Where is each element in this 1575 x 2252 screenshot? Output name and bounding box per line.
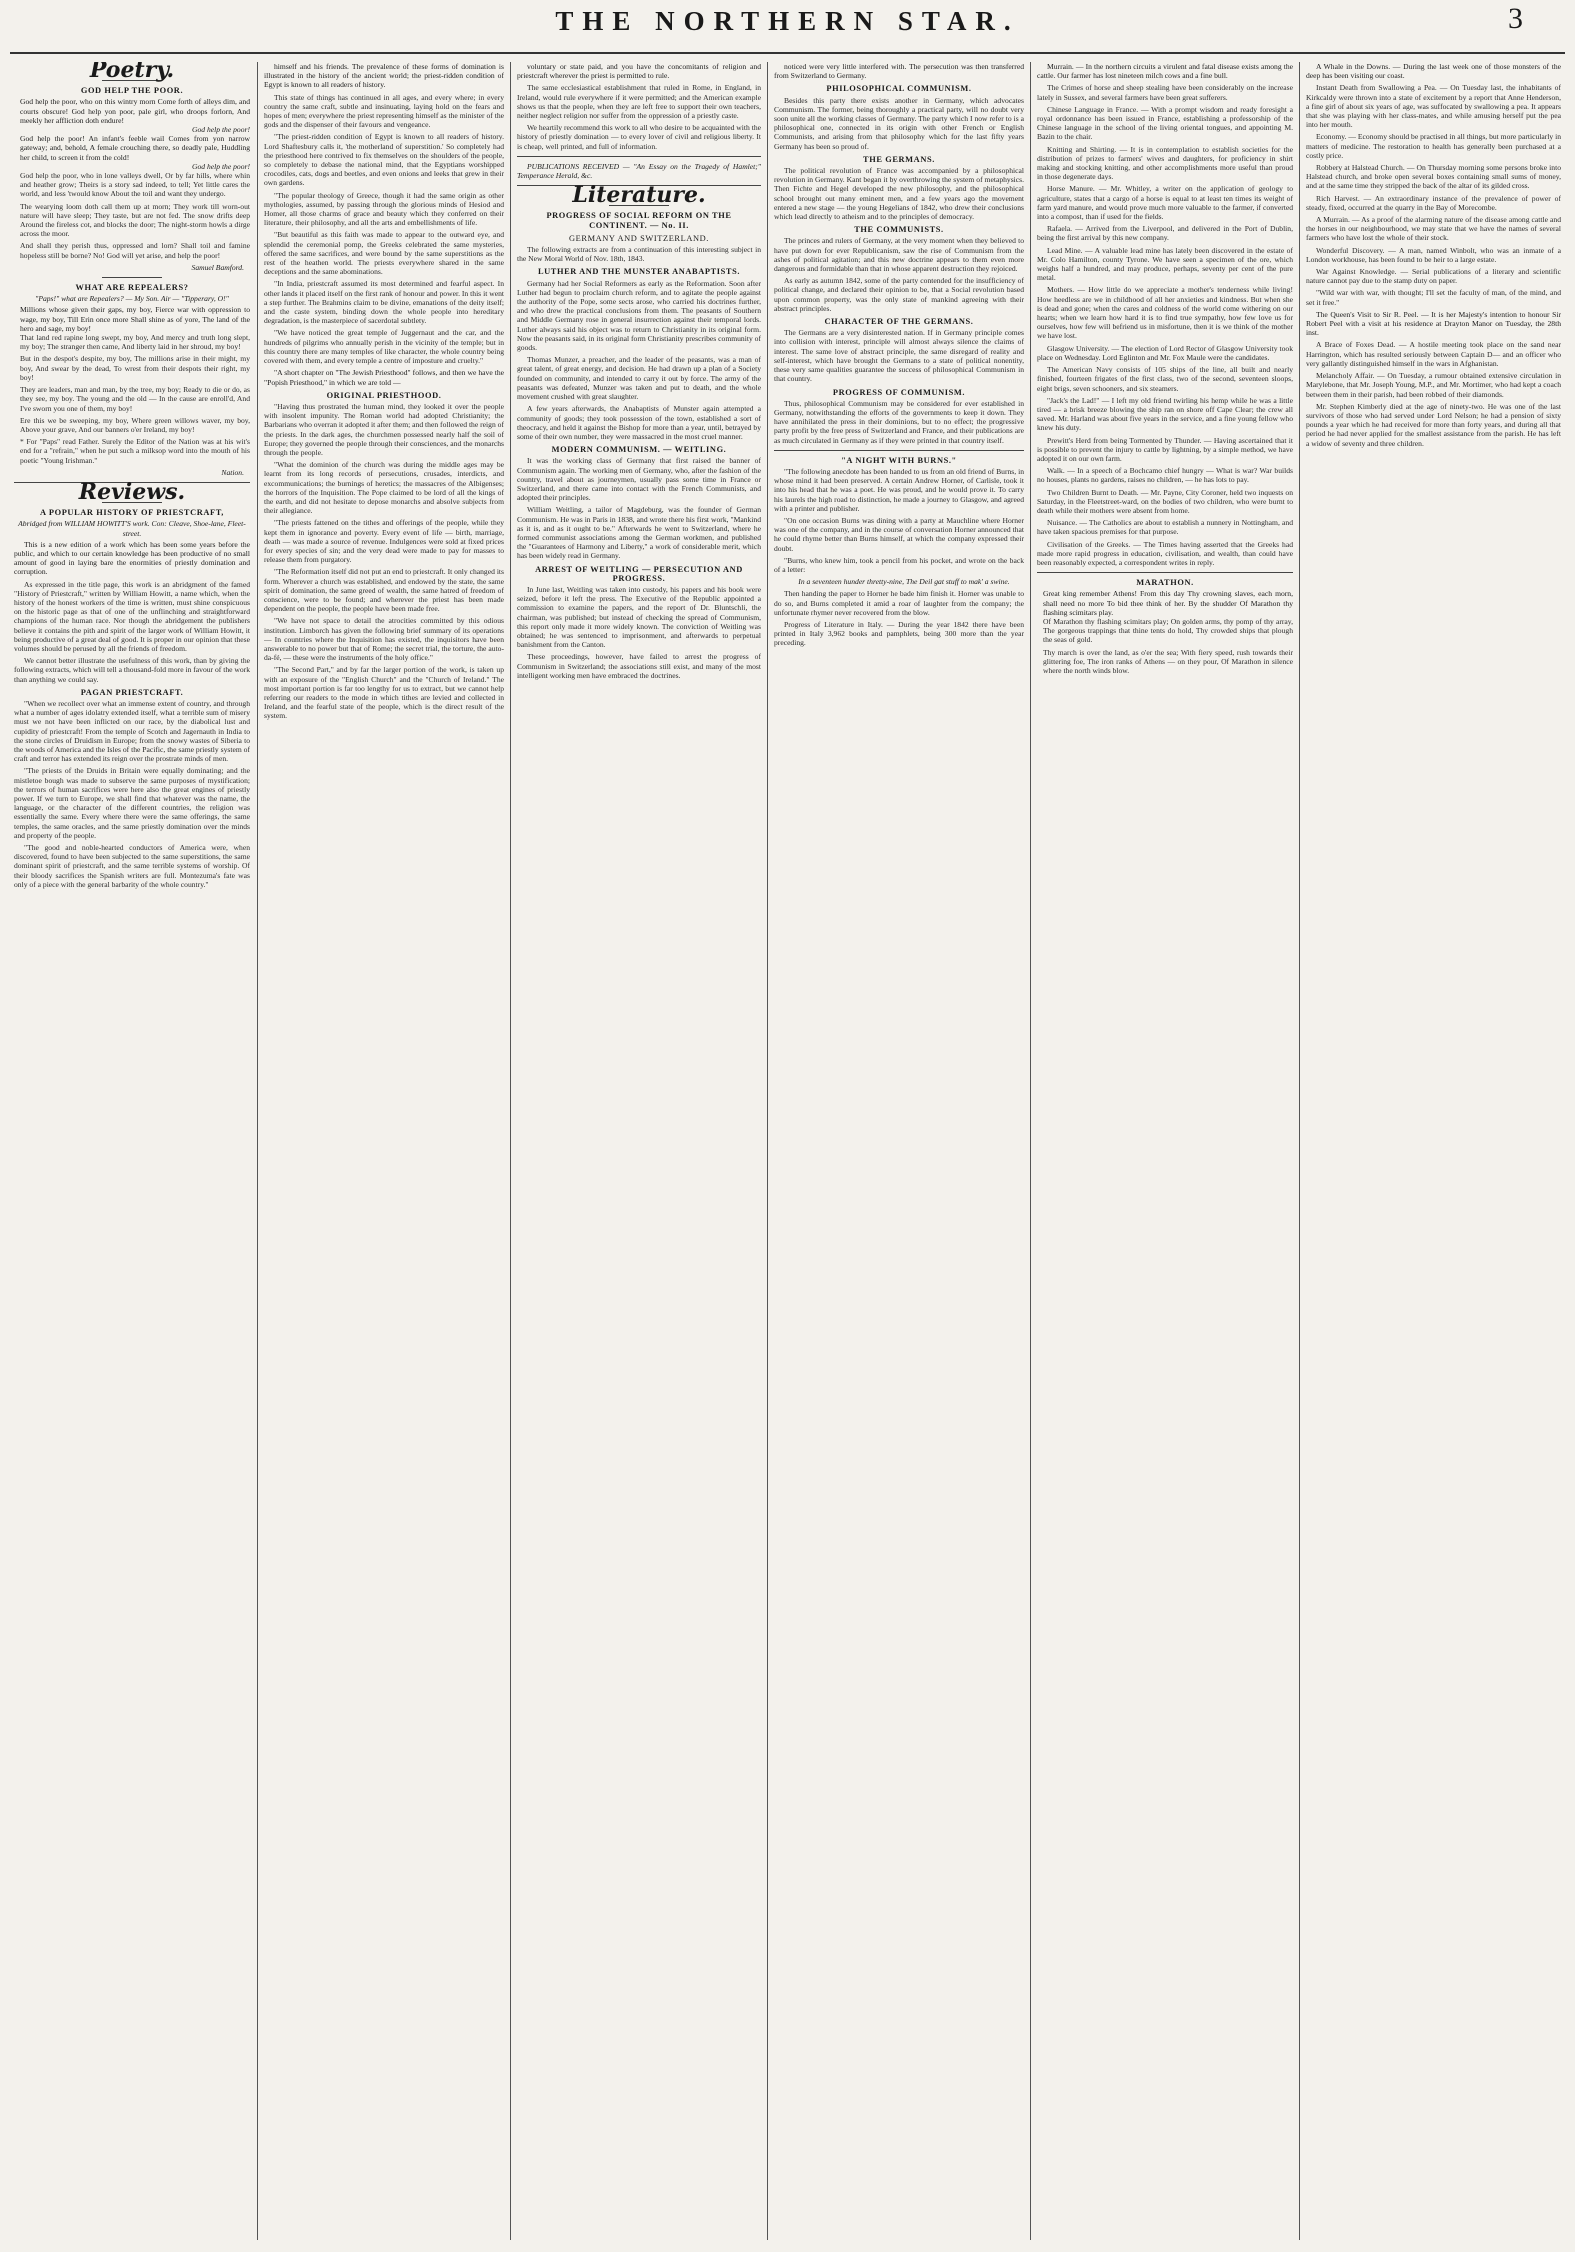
news-items: A Brace of Foxes Dead. — A hostile meeting took place on the sand near Harrington, which has resulted seriously between Captain D— and an officer who very gallantly distinguished himself in the wars in Afghanistan. Melancholy Affair. — On Tuesday, a rumour obtained extensive circulation in Marylebone, that Mr. Joseph Young, M.P., and Mr. Mortimer, who had kept a coach between them in their parish, had been robbed of their diamonds. Mr. Stephen Kimberly died at the age of ninety-two. He was one of the last survivors of those who had served under Lord Nelson; he had a pension of sixty pounds a year which he had received for more than forty years, and during all that period he had never applied for the smallest assistance from the parish. He has left a widow of seventy and three children. <box>1306 340 1561 448</box>
poem-continuation: Of Marathon thy flashing scimitars play; On golden arms, thy pomp of thy array, The gorgeous trappings that thine tents do hold, Thy crowded ships that plough the seas of gold. Thy march is over the land, as o'er the sea; With fiery speed, rush towards their glittering foe, The iron ranks of Athens — on they pour, Of Marathon in silence where the north winds blow. <box>1043 616 1293 675</box>
news-paragraph: Murrain. — In the northern circuits a virulent and fatal disease exists among the cattle. Our farmer has lost nineteen milch cows and a fine bull. <box>1037 62 1293 81</box>
column-divider <box>1299 62 1300 2240</box>
review-continuation: As expressed in the title page, this work is an abridgment of the famed "History of Priestcraft," written by William Howitt, a name which, when the history of the honest workers of the time is written, must shine conspicuous on the historic page as that of one of the unflinching and straightforward champions of the human race. Nor though the abridgement the publishers believe it contains the pith and spirit of the larger work of William Howitt, it being productive of a great deal of good. It is proper in our opinion that these volumes should be perused by all the friends of freedom. We cannot better illustrate the usefulness of this work, than by giving the following extracts, which will tell a thousand-fold more in favour of the work than anything we could say. <box>14 579 250 684</box>
verse-quote: In a seventeen hunder thretty-nine, The Deil gat stuff to mak' a swine. <box>798 577 1010 587</box>
article-body: "The following anecdote has been handed to us from an old friend of Burns, in whose mind it had been preserved. A certain Andrew Horner, of Carlisle, took it into his head that he was a poet. He was proud, and he would prove it. To carry his laurels the high road to distinction, he made a journey to Glasgow, and agreed with a printer and publisher. "On one occasion Burns was dining with a party at Mauchline where Horner was one of the company, and in the course of conversation Horner announced that he could rhyme better than Burns himself, at which the company expressed their doubt. "Burns, who knew him, took a pencil from his pocket, and wrote on the back of a letter: <box>774 466 1024 574</box>
rule <box>517 156 761 157</box>
poem-author: Nation. <box>221 467 244 477</box>
poem-stanza: Millions whose given their gaps, my boy, Fierce war with oppression to wage, my boy, Till Erin once more Shall shine as of yore, The land of the hero and sage, my boy! <box>20 305 250 333</box>
column-4 <box>774 62 1024 2240</box>
poem-body <box>14 97 250 259</box>
review-paragraph: This is a new edition of a work which has been some years before the public, and which to our certain knowledge has been productive of no small amount of good in laying bare the enormities of priestly domination and corruption. <box>14 539 250 577</box>
literature-heading: Literature. <box>572 182 706 209</box>
column-6 <box>1306 62 1561 2240</box>
rule <box>774 450 1024 451</box>
article-subtitle: GERMANY AND SWITZERLAND. <box>569 233 709 243</box>
article-paragraph: "A short chapter on "The Jewish Priesthood" follows, and then we have the "Popish Priesthood," in which we are told — <box>264 368 504 387</box>
section-subheading: LUTHER AND THE MUNSTER ANABAPTISTS. <box>537 267 741 277</box>
pagan-text: "When we recollect over what an immense extent of country, and through what a number of ages idolatry extended itself, what a terrible sum of misery must we not have been inflicted on our race, by the diabolical lust and cupidity of priestcraft! From the temple of Scotch and Jagernauth in India to the stone circles of Druidism in Europe; from the snowy wastes of Siberia to the woods of America and the Isles of the Pacific, the same priestly system of craft and terror has extended its reign over the prostrate minds of men. "The priests of the Druids in Britain were equally dominating; and the mistletoe bough was made to subserve the same purposes of mystification; the terrors of human sacrifices were here also the great engines of priestly power. If we turn to Europe, we shall find that whatever was the name, the language, or the character of the different countries, the religion was essentially the same. Every where there were the same offerings, the same temples, the same oracles, and the same priestly domination over the minds and property of the people. "The good and noble-hearted conductors of America were, when discovered, found to have been subjected to the same superstitions, the same dominant spirit of priestcraft, and the same terrible systems of worship. Of their bloody sacrifices the Spanish writers are full. Montezuma's fate was only of a piece with the general barbarity of the whole country." <box>14 698 250 889</box>
reviews-heading: Reviews. <box>78 478 186 505</box>
section-subheading: CHARACTER OF THE GERMANS. <box>824 317 974 327</box>
article-body: Thus, philosophical Communism may be considered for ever established in Germany, notwithstanding the efforts of the governments to keep it down. They have annihilated the press in their dominions, but to no effect; the progressive party profit by the free press of Switzerland and France, and their publications are as much circulated in Germany as if they were printed in that country itself. <box>774 398 1024 445</box>
section-subheading: PAGAN PRIESTCRAFT. <box>80 687 184 697</box>
section-subheading: ORIGINAL PRIESTHOOD. <box>326 390 442 400</box>
poem-continuation: That land red rapine long swept, my boy, And mercy and truth long slept, my boy; The stranger then came, And liberty laid in her shroud, my boy! But in the despot's despite, my boy, The millions arise in their might, my boy, And swear by the dead, To wrest from their despots their right, my boy! They are leaders, man and man, by the tree, my boy; Ready to die or do, as they see, my boy. The young and the old — In the cause are enroll'd, And I've sworn you one of them, my boy! Ere this we be sweeping, my boy, Where green willows waver, my boy, Above your grave, And our banners o'er Ireland, my boy! * For "Paps" read Father. Surely the Editor of the Nation was at his wit's end for a "refrain," when he put such a milksop word into the mouth of his poetic "Young Irishman." <box>20 333 250 465</box>
article-body: "Having thus prostrated the human mind, they looked it over the people with insolent impunity. The Roman world had adopted Christianity; the Barbarians who overran it adopted it after them; and then followed the reign of the priests. In the dark ages, the churchmen possessed nearly half the soil of Europe; they governed the people through their consciences, and the monarchs through the people. "What the dominion of the church was during the middle ages may be learnt from its long records of persecutions, crusades, interdicts, and excommunications; the burnings of heretics; the massacres of the Albigenses; the horrors of the Inquisition. The Pope claimed to be lord of all the kings of the earth, and did not hesitate to depose monarchs and absolve subjects from their allegiance. "The priests fattened on the tithes and offerings of the people, while they kept them in ignorance and poverty. Every event of life — birth, marriage, death — was made a source of revenue. Indulgences were sold at fixed prices for every species of sin; and the very dead were made to pay for masses to release them from purgatory. "The Reformation itself did not put an end to priestcraft. It only changed its form. Wherever a church was established, and endowed by the state, the same spirit of domination, the same greed of wealth, the same hatred of freedom of conscience, were to be found; and wherever the priest has been made dependent on the people, the people have been made free. "We have not space to detail the atrocities committed by this odious institution. Limborch has given the following brief summary of its operations — In countries where the Inquisition has existed, the inquisitors have been answerable to no power but that of Rome; the secret trial, the torture, the auto-da-fé, — these were the instruments of the holy office." "The Second Part," and by far the larger portion of the work, is taken up with an exposure of the "English Church" and the "Church of Ireland." The most important portion is far too lengthy for us to extract, but we cannot help referring our readers to the mode in which tithes are levied and collected in Ireland, and the fearful state of the people, which is the direct result of the system. <box>264 401 504 721</box>
column-divider <box>767 62 768 2240</box>
section-subheading: PHILOSOPHICAL COMMUNISM. <box>826 84 972 94</box>
masthead-rule <box>10 52 1565 54</box>
article-title: PROGRESS OF SOCIAL REFORM ON THE CONTINENT. — No. II. <box>546 211 732 230</box>
article-body: The following extracts are from a continuation of this interesting subject in the New Moral World of Nov. 18th, 1843. <box>517 245 761 264</box>
column-divider <box>257 62 258 2240</box>
article-paragraph: noticed were very little interfered with. The persecution was then transferred from Switzerland to Germany. <box>774 62 1024 81</box>
poem-title: WHAT ARE REPEALERS? <box>75 283 189 293</box>
article-title: "A NIGHT WITH BURNS." <box>841 455 957 465</box>
poem-subtitle: "Paps!" what are Repealers? — My Son. Air — "Tipperary, O!" <box>35 294 229 304</box>
column-1 <box>14 62 250 2240</box>
article-body: The Germans are a very disinterested nation. If in Germany principle comes into collision with interest, principle will almost always silence the claims of interest. The same love of abstract principle, the same disregard of reality and self-interest, which have brought the Germans to a state of political nonentity, these very same qualities guarantee the success of philosophical Communism in that country. <box>774 328 1024 384</box>
rule <box>102 277 162 278</box>
poem-refrain: God help the poor! <box>192 161 250 171</box>
article-body: The princes and rulers of Germany, at the very moment when they believed to have put down for ever Republicanism, saw the rise of Communism from the ashes of political agitation; and this new doctrine appears to them even more dangerous and formidable than that in whose apparent destruction they rejoiced. As early as autumn 1842, some of the party contended for the insufficiency of political change, and declared their opinion to be, that a Social revolution based upon common property, was the only state of mankind agreeing with their abstract principles. <box>774 236 1024 313</box>
article-body: Then handing the paper to Horner he bade him finish it. Horner was unable to do so, and Burns completed it amid a roar of laughter from the company; the unfortunate rhymer never recovered from the blow. Progress of Literature in Italy. — During the year 1842 there have been printed in Italy 3,962 books and pamphlets, being 300 more than the year preceding. <box>774 589 1024 648</box>
article-body: Besides this party there exists another in Germany, which advocates Communism. The former, being thoroughly a practical party, will no doubt very soon unite all the working classes of Germany. The party which I now refer to is a philosophical one, connected in its origin with other French or English Communists, and arising from that philosophy which for the last fifty years Germany has been so proud of. <box>774 95 1024 151</box>
review-subtitle: Abridged from WILLIAM HOWITT'S work. Con: Cleave, Shoe-lane, Fleet-street. <box>18 519 246 538</box>
news-paragraph: A Whale in the Downs. — During the last week one of those monsters of the deep has been visiting our coast. <box>1306 62 1561 81</box>
section-subheading: PROGRESS OF COMMUNISM. <box>832 387 966 397</box>
article-body: The same ecclesiastical establishment that ruled in Rome, in England, in Ireland, would rule everywhere if it were permitted; and the American example shows us that the people, when they are left free to support their own teachers, neither neglect religion nor suffer from the oppression of a priestly caste. We heartily recommend this work to all who desire to be acquainted with the history of priestly domination — to every lover of civil and religious liberty. It is cheap, well printed, and full of information. <box>517 83 761 151</box>
article-body: In June last, Weitling was taken into custody, his papers and his book were seized, before it left the press. The Executive of the Republic appointed a commission to examine the papers, and the report of Dr. Bluntschli, the chairman, was published; but instead of checking the spread of Communism, this report only made it more widely known. The conviction of Weitling was obtained; he was sentenced to imprisonment, and afterwards to perpetual banishment from the Canton. These proceedings, however, have failed to arrest the progress of Communism in Switzerland; the associations still exist, and many of the most intelligent working men have embraced the doctrines. <box>517 584 761 680</box>
poem-body <box>1037 589 1293 675</box>
poem-title: MARATHON. <box>1136 578 1194 588</box>
newspaper-title: THE NORTHERN STAR. <box>555 6 1020 36</box>
article-body: The political revolution of France was accompanied by a philosophical revolution in Germany. Kant began it by overthrowing the system of metaphysics. Then Fichte and Hegel developed the new philosophy, and the philosophical school brought out many eminent men, and a few years ago the movement entered a new stage — the young Hegelians of 1842, who drew their conclusions which lead directly to atheism and to the principles of democracy. <box>774 166 1024 222</box>
poem-refrain: God help the poor! <box>192 125 250 135</box>
poem-stanza: God help the poor, who on this wintry morn Come forth of alleys dim, and courts obscure! God help yon poor, pale girl, who droops forlorn, And meekly her affliction doth endure! <box>20 97 250 125</box>
article-paragraph: voluntary or state paid, and you have the concomitants of religion and priestcraft wherever the priest is permitted to rule. <box>517 62 761 81</box>
article-paragraph: himself and his friends. The prevalence of these forms of domination is illustrated in the history of the ancient world; the priest-ridden condition of Egypt is known to all readers of history. <box>264 62 504 90</box>
publications-note: PUBLICATIONS RECEIVED — "An Essay on the Tragedy of Hamlet;" Temperance Herald, &c. <box>517 161 761 181</box>
page-number: 3 <box>1508 2 1523 35</box>
section-subheading: THE GERMANS. <box>863 154 935 164</box>
column-3 <box>517 62 761 2240</box>
article-body: It was the working class of Germany that first raised the banner of Communism again. The working men of Germany, who, after the fashion of the country, travel about as journeymen, usually pass some time in France or Switzerland, and there came into contact with the French Communists, and adopted their principles. William Weitling, a tailor of Magdeburg, was the founder of German Communism. He was in Paris in 1838, and wrote there his first work, "Mankind as it is, and as it ought to be." Afterwards he went to Switzerland, where he formed communist associations among the German workmen, and published the "Guarantees of Harmony and Liberty," a work of considerable merit, which has been widely read in Germany. <box>517 456 761 561</box>
poem-stanza: God help the poor! An infant's feeble wail Comes from yon narrow gateway; and, behold, A female crouching there, so deadly pale, Huddling her child, to screen it from the cold! <box>20 134 250 162</box>
poem-stanza: Great king remember Athens! From this day Thy crowning slaves, each morn, shall need no more To bid thee think of her. By the shudder Of Marathon thy flashing scimitars play. <box>1043 589 1293 617</box>
section-subheading: THE COMMUNISTS. <box>854 225 944 235</box>
news-items: Instant Death from Swallowing a Pea. — On Tuesday last, the inhabitants of Kirkcaldy were thrown into a state of excitement by a report that Anne Henderson, a fine girl of about six years of age, was suffocated by swallowing a pea. It appears that she was playing with her class-mates, and while amusing herself put the pea into her mouth. Economy. — Economy should be practised in all things, but more particularly in matters of medicine. The restoration to health has generally been purchased at a costly price. Robbery at Halstead Church. — On Thursday morning some persons broke into Halstead church, and broke open several boxes containing small sums of money, and at the same time they stripped the back of the altar of its gilded cross. Rich Harvest. — An extraordinary instance of the prevalence of power of steady, fixed, occurred at the quarry in the Bay of Morecombe. A Murrain. — As a proof of the alarming nature of the disease among cattle and the horses in our neighbourhood, we may state that we have the names of several farmers who have lost the whole of their stock. Wonderful Discovery. — A man, named Winbolt, who was an inmate of a London workhouse, has been found to be heir to a large estate. War Against Knowledge. — Serial publications of a literary and scientific nature cannot pay due to the stamp duty on paper. "Wild war with war, with thought; I'll set the faculty of man, of the mind, and set it free." <box>1306 83 1561 307</box>
poem-title: GOD HELP THE POOR. <box>80 86 184 96</box>
article-body: Germany had her Social Reformers as early as the Reformation. Soon after Luther had begun to proclaim church reform, and to agitate the people against the authority of the Pope, some sects arose, who carried his doctrines further, and who drew the practical conclusions from them. The peasants of Southern and Middle Germany rose in general insurrection against their temporal lords. Luther always said his object was to return to Christianity in its original form. Now the peasants said, in its original form Christianity prescribes community of goods. Thomas Munzer, a preacher, and the leader of the peasants, was a man of great talent, of great energy, and decision. He had drawn up a plan of a Society founded on community, and intended to carry it out by force. The army of the peasants was defeated, Munzer was taken and put to death, and the whole movement crushed with great slaughter. A few years afterwards, the Anabaptists of Munster again attempted a community of goods; they took possession of the town, established a sort of theocracy, and held it against the Bishop for more than a year, until, betrayed by some of their own number, they were massacred in the most cruel manner. <box>517 278 761 441</box>
review-title: A POPULAR HISTORY OF PRIESTCRAFT, <box>40 508 224 518</box>
poetry-heading: Poetry. <box>89 62 175 83</box>
article-body: This state of things has continued in all ages, and every where; in every country the same craft, subtle and insinuating, laying hold on the fears and hopes of men; everywhere the priest representing himself as the minister of the gods and the dispenser of their favours and vengeance. "The priest-ridden condition of Egypt is known to all readers of history. Lord Shaftesbury calls it, 'the motherland of superstition.' So completely had the priesthood here contrived to fix themselves on the shoulders of the people, so completely to debase the national mind, that the Egyptians worshipped crocodiles, cats, dogs and beetles, and even onions and leeks that grew in their own gardens. "The popular theology of Greece, though it had the same origin as other mythologies, assumed, by passing through the glorious minds of Hesiod and Homer, all those charms of grace and beauty which they conferred on their literature, their philosophy, and all the arts and embellishments of life. "But beautiful as this faith was made to appear to the outward eye, and splendid the ceremonial pomp, the Greeks celebrated the same mysteries, offered the same sacrifices, and were bound by the same superstitions as the rest of the heathen world. The priests everywhere shared in the same deceptions and the same abominations. "In India, priestcraft assumed its most determined and fearful aspect. In other lands it placed itself on the first rank of honour and power. In this it went a step further. The Brahmins claim to be divine, emanations of the deity itself; and the caste system, binding down the whole people into hereditary degradation, is the masterpiece of sacerdotal subtlety. "We have noticed the great temple of Juggernaut and the car, and the hundreds of pilgrims who annually perish in the vicinity of the temple; but in this country there are many temples of like character, the whole country being covered with them, and every temple a centre of imposture and cruelty." <box>264 92 504 366</box>
poem-author: Samuel Bamford. <box>191 262 244 272</box>
column-5 <box>1037 62 1293 2240</box>
column-divider <box>510 62 511 2240</box>
rule <box>1037 572 1293 573</box>
section-subheading: MODERN COMMUNISM. — WEITLING. <box>551 445 727 455</box>
masthead <box>0 0 1575 62</box>
news-items: The Crimes of horse and sheep stealing have been considerably on the increase lately in Sussex, and several farmers have been great sufferers. Chinese Language in France. — With a prompt wisdom and ready foresight a royal ordonnance has been issued in France, establishing a professorship of the Chinese language in the school of the living oriental tongues, and appointing M. Bazin to the chair. Knitting and Shirting. — It is in contemplation to establish societies for the distribution of prizes to farmers' wives and daughters, for proficiency in shirt making and stocking knitting, and other accomplishments more useful than proud in those degenerate days. Horse Manure. — Mr. Whitley, a writer on the application of geology to agriculture, states that a cargo of a horse is equal to at least ten times its weight of farm yard manure, and would prove much more valuable to the farmer, if converted into a compost, than if used for the fields. Rafaela. — Arrived from the Liverpool, and delivered in the Port of Dublin, being the first arrival by this new company. Lead Mine. — A valuable lead mine has lately been discovered in the estate of Mr. Colo Hamilton, county Tyrone. We have seen a specimen of the ore, which weighs half a hundred, and may produce, perhaps, seventy per cent of the pure metal. Mothers. — How little do we appreciate a mother's tenderness while living! How heedless are we in childhood of all her anxieties and kindness. But when she is dead and gone; when the cares and coldness of the world come withering on our hearts; when we learn how hard it is to find true sympathy, how few love us for ourselves, how few will befriend us in misfortune, then it is we think of the mother we have lost. Glasgow University. — The election of Lord Rector of Glasgow University took place on Wednesday. Lord Eglinton and Mr. Fox Maule were the candidates. The American Navy consists of 105 ships of the line, all built and nearly finished, fourteen frigates of the first class, two of the second, seventeen sloops, eight brigs, seven schooners, and six steamers. "Jack's the Lad!" — I left my old friend twirling his hemp while he was a little tired — a brisk breeze blowing the ship ran on shore off Cape Clear; the crew all saved. Mr. Harland was about five years in the service, and a fine young fellow who knew his duty. Prewitt's Herd from being Tormented by Thunder. — Having ascertained that it is possible to prevent the injury to cattle by lightning, by a simple method, we have adopted it on our own farm. Walk. — In a speech of a Bochcamo chief hungry — What is war? War builds no houses, plants no gardens, raises no children, — he has lots to pay. Two Children Burnt to Death. — Mr. Payne, City Coroner, held two inquests on Saturday, in the Fleetstreet-ward, on the bodies of two children, who were burnt to death while their mothers were absent from home. Nuisance. — The Catholics are about to establish a nunnery in Nottingham, and have taken spacious premises for that purpose. Civilisation of the Greeks. — The Times having asserted that the Greeks had made more rapid progress in education, civilisation, and wealth, than could have been reasonably expected, a correspondent writes in reply. <box>1037 83 1293 567</box>
section-subheading: ARREST OF WEITLING — PERSECUTION AND PROGRESS. <box>535 564 743 583</box>
news-paragraph: The Queen's Visit to Sir R. Peel. — It is her Majesty's intention to honour Sir Robert Peel with a visit at his residence at Drayton Manor on Tuesday, the 28th inst. <box>1306 309 1561 338</box>
poem-continuation: God help the poor, who in lone valleys dwell, Or by far hills, where whin and heather grow; Theirs is a story sad indeed, to tell; Yet little cares the world, and less 'twould know About the toil and want they undergo. The wearying loom doth call them up at morn; They work till worn-out nature will have sleep; They taste, but are not fed. The snow drifts deep Around the fireless cot, and blocks the door; The night-storm howls a dirge across the moor. And shall they perish thus, oppressed and lorn? Shall toil and famine hopeless still be borne? No! God will yet arise, and help the poor! <box>20 171 250 260</box>
column-divider <box>1030 62 1031 2240</box>
poem-body <box>14 305 250 464</box>
column-2 <box>264 62 504 2240</box>
